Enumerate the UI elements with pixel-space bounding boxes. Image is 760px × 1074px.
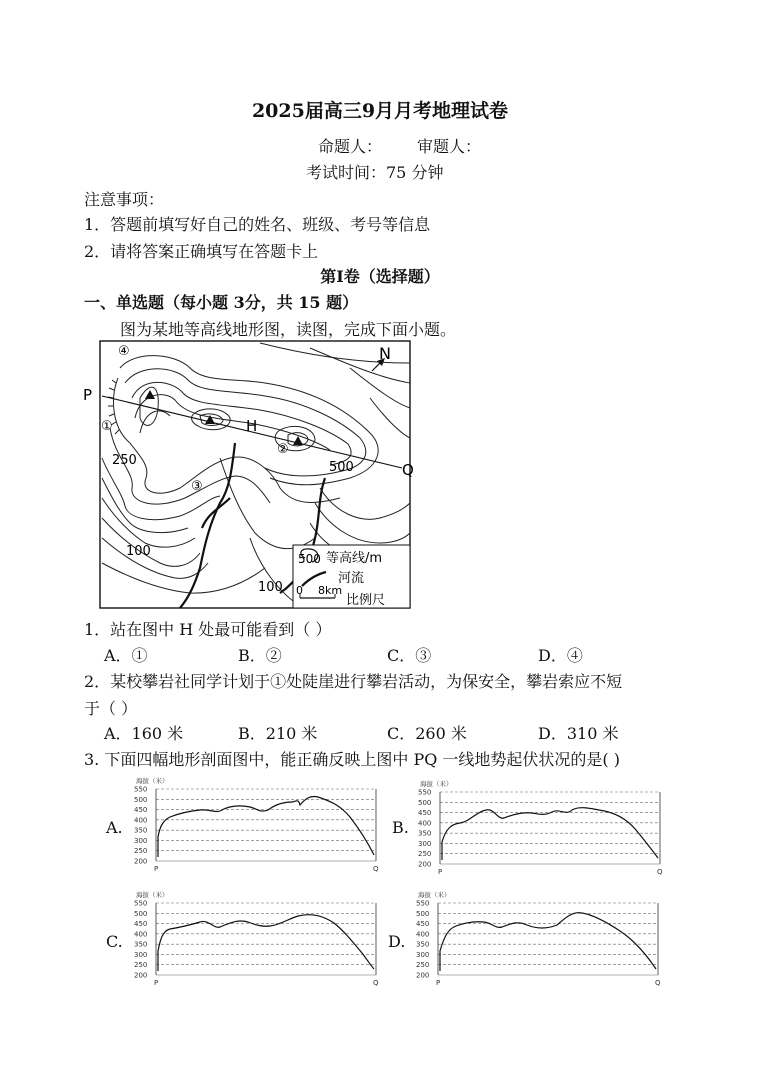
contour-line — [140, 411, 170, 433]
contour-label: 250 — [112, 453, 137, 468]
setter-label: 命题人： — [318, 137, 383, 156]
question-1-stem: 1．站在图中 H 处最可能看到（ ） — [84, 620, 332, 639]
point-q-label: Q — [402, 461, 414, 479]
profile-tick-label: 500 — [134, 909, 148, 918]
profile-p-label: P — [436, 979, 441, 987]
contour-line — [310, 348, 410, 383]
profile-d-label[interactable]: D. — [388, 932, 406, 951]
question-1-option-d[interactable]: D．④ — [538, 646, 583, 665]
profile-a-label[interactable]: A. — [106, 818, 123, 837]
profile-tick-label: 400 — [134, 816, 148, 825]
north-label: N — [379, 344, 391, 363]
profile-tick-label: 250 — [134, 847, 148, 856]
question-2-option-b[interactable]: B．210 米 — [238, 724, 318, 743]
map-legend — [293, 545, 410, 608]
legend-river: 河流 — [338, 571, 365, 586]
contour-label: 100 — [258, 580, 283, 595]
profile-tick-label: 550 — [134, 785, 148, 794]
note-item: 1．答题前填写好自己的姓名、班级、考号等信息 — [84, 215, 431, 234]
profile-tick-label: 300 — [418, 839, 432, 848]
reviewer-label: 审题人： — [417, 137, 482, 156]
contour-line — [315, 503, 410, 543]
legend-scale-zero: 0 — [296, 584, 303, 597]
profile-tick-label: 350 — [134, 826, 148, 835]
profile-curve — [158, 915, 374, 971]
question-1-option-a[interactable]: A．① — [104, 646, 148, 665]
profile-q-label: Q — [655, 979, 661, 987]
legend-contour: 等高线/m — [326, 551, 383, 566]
point-h-label: H — [246, 417, 258, 435]
exam-title: 2025届高三9月月考地理试卷 — [251, 100, 509, 122]
question-3-stem: 3. 下面四幅地形剖面图中，能正确反映上图中 PQ 一线地势起伏状况的是( ) — [84, 750, 620, 769]
peak-triangle-icon — [145, 390, 155, 399]
contour-line — [102, 518, 200, 566]
profile-tick-label: 400 — [418, 819, 432, 828]
profile-axis-title: 海拔（米） — [136, 891, 169, 899]
profile-curve — [442, 808, 658, 860]
profile-tick-label: 450 — [416, 920, 430, 929]
profile-chart-a — [130, 775, 380, 875]
profile-tick-label: 500 — [416, 909, 430, 918]
marker-1: ① — [101, 419, 113, 434]
profile-tick-label: 350 — [134, 940, 148, 949]
profile-p-label: P — [438, 868, 443, 876]
profile-tick-label: 400 — [416, 930, 430, 939]
profile-tick-label: 400 — [134, 930, 148, 939]
question-2-stem: 2．某校攀岩社同学计划于①处陡崖进行攀岩活动，为保安全，攀岩索应不短 — [84, 672, 623, 691]
profile-p-label: P — [154, 865, 159, 873]
profile-tick-label: 200 — [416, 971, 430, 980]
profile-chart-b — [414, 778, 664, 878]
profile-curve — [440, 913, 656, 971]
profile-tick-label: 550 — [416, 899, 430, 908]
contour-line — [350, 368, 410, 408]
contour-line — [220, 458, 315, 549]
question-2-option-a[interactable]: A．160 米 — [104, 724, 184, 743]
profile-curve — [158, 796, 374, 857]
peak-triangle-icon — [293, 436, 303, 445]
profile-tick-label: 550 — [418, 788, 432, 797]
profile-tick-label: 300 — [134, 950, 148, 959]
volume-title: 第Ⅰ卷（选择题） — [320, 267, 440, 286]
profile-axis-title: 海拔（米） — [136, 777, 169, 785]
profile-tick-label: 500 — [134, 795, 148, 804]
profile-tick-label: 450 — [134, 806, 148, 815]
profile-tick-label: 200 — [134, 857, 148, 866]
profile-b-label[interactable]: B. — [392, 818, 409, 837]
profile-tick-label: 350 — [416, 940, 430, 949]
profile-tick-label: 250 — [134, 961, 148, 970]
contour-line — [320, 488, 410, 519]
marker-4: ④ — [118, 344, 130, 359]
profile-tick-label: 300 — [416, 950, 430, 959]
legend-scale-dist: 8km — [318, 584, 343, 597]
question-1-option-b[interactable]: B．② — [238, 646, 282, 665]
question-2-option-c[interactable]: C．260 米 — [387, 724, 467, 743]
legend-scale: 比例尺 — [346, 593, 386, 608]
contour-line — [102, 498, 195, 547]
contour-label: 100 — [126, 544, 151, 559]
contour-map — [80, 338, 420, 613]
question-2-stem-cont: 于（ ） — [84, 699, 138, 718]
note-item: 2．请将答案正确填写在答题卡上 — [84, 242, 319, 261]
profile-axis-title: 海拔（米） — [418, 891, 451, 899]
profile-p-label: P — [154, 979, 159, 987]
profile-tick-label: 350 — [418, 829, 432, 838]
legend-contour-value: 500 — [298, 552, 321, 566]
profile-q-label: Q — [373, 979, 379, 987]
profile-tick-label: 200 — [418, 860, 432, 869]
profile-tick-label: 450 — [134, 920, 148, 929]
profile-tick-label: 200 — [134, 971, 148, 980]
question-1-option-c[interactable]: C．③ — [387, 646, 432, 665]
profile-tick-label: 500 — [418, 798, 432, 807]
contour-line — [370, 398, 410, 438]
profile-axis-title: 海拔（米） — [420, 780, 453, 788]
part-title: 一、单选题（每小题 3分，共 15 题） — [84, 293, 359, 312]
profile-tick-label: 450 — [418, 809, 432, 818]
profile-q-label: Q — [373, 865, 379, 873]
profile-q-label: Q — [657, 868, 663, 876]
exam-time: 考试时间：75 分钟 — [306, 163, 444, 182]
question-2-option-d[interactable]: D．310 米 — [538, 724, 619, 743]
marker-3: ③ — [191, 479, 203, 494]
profile-tick-label: 250 — [418, 850, 432, 859]
profile-chart-d — [412, 889, 662, 989]
profile-c-label[interactable]: C. — [106, 932, 123, 951]
contour-label: 500 — [329, 460, 354, 475]
profile-tick-label: 550 — [134, 899, 148, 908]
profile-tick-label: 250 — [416, 961, 430, 970]
profile-chart-c — [130, 889, 380, 989]
point-p-label: P — [83, 386, 93, 404]
contour-line — [102, 538, 208, 578]
marker-2: ② — [277, 442, 289, 457]
notes-heading: 注意事项： — [84, 190, 165, 209]
map-intro: 图为某地等高线地形图，读图，完成下面小题。 — [120, 320, 457, 339]
profile-tick-label: 300 — [134, 836, 148, 845]
